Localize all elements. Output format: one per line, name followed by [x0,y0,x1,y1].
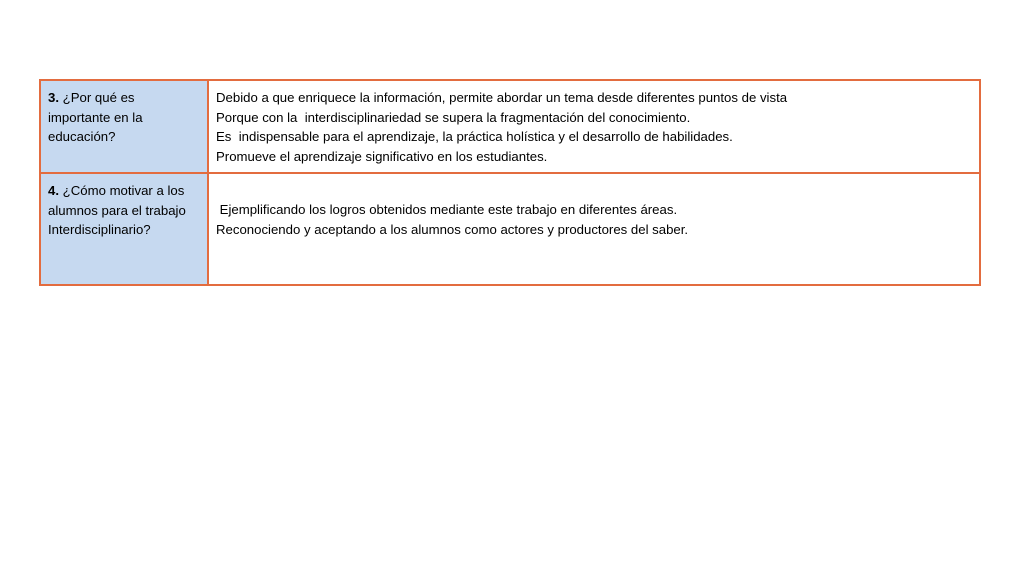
answer-line: Debido a que enriquece la información, permite abordar un tema desde diferentes puntos de vista [216,90,788,105]
answer-line: Promueve el aprendizaje significativo en los estudiantes. [216,148,548,164]
question-cell [40,173,208,285]
question-text: ¿Por qué es [62,90,135,105]
answer-cell [208,173,980,285]
qa-table [39,79,981,286]
question-line: alumnos para el trabajo [48,202,186,218]
question-text: ¿Cómo motivar a los [62,183,185,198]
question-line [48,181,201,201]
question-cell [40,80,208,173]
table-row [40,80,980,173]
question-line: Interdisciplinario? [48,222,151,237]
question-number: 4. [48,183,59,198]
answer-line: Es indispensable para el aprendizaje, la práctica holística y el desarrollo de habilidades. [216,129,733,144]
answer-line: Ejemplificando los logros obtenidos mediante este trabajo en diferentes áreas. [216,202,678,217]
answer-line: Reconociendo y aceptando a los alumnos como actores y productores del saber. [216,221,689,237]
table-row [40,173,980,285]
question-line [48,88,201,108]
answer-line: Porque con la interdisciplinariedad se supera la fragmentación del conocimiento. [216,109,691,125]
question-number: 3. [48,90,59,105]
question-line: educación? [48,129,116,144]
answer-cell [208,80,980,173]
question-line: importante en la [48,109,143,125]
